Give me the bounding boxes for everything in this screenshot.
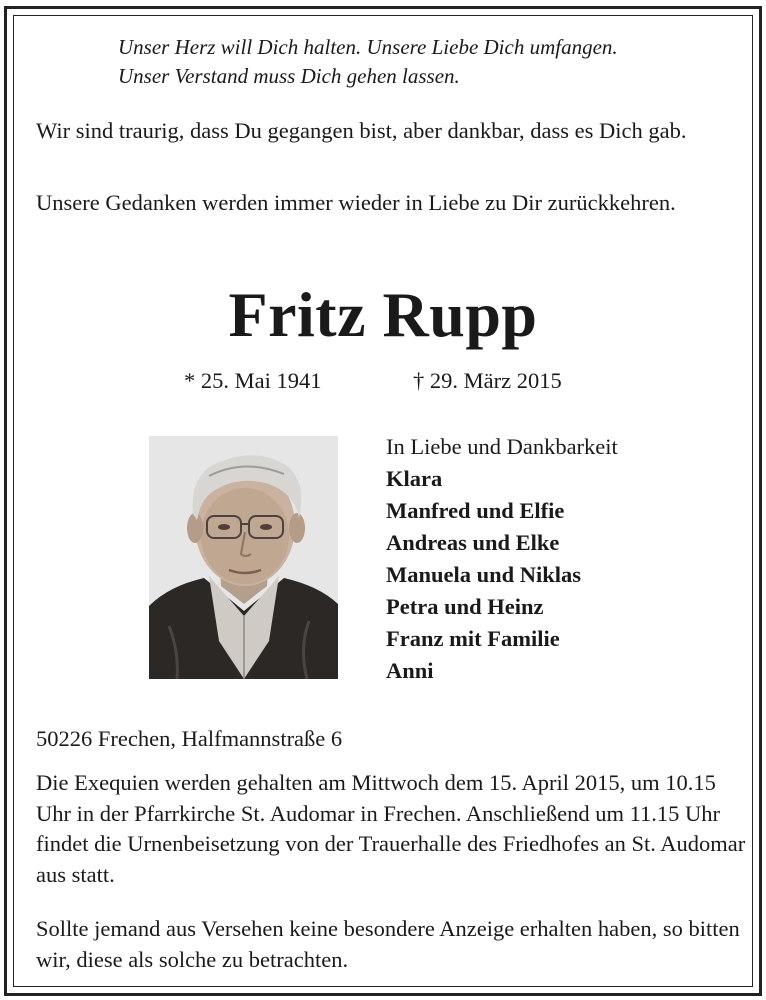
mourners-intro: In Liebe und Dankbarkeit <box>386 434 618 459</box>
mourner-name: Franz mit Familie <box>386 626 560 651</box>
mourner-name: Manuela und Niklas <box>386 562 582 587</box>
family-address: 50226 Frechen, Halfmannstraße 6 <box>36 726 343 751</box>
closing-paragraph: Sollte jemand aus Versehen keine besondere Anzeige erhalten haben, so bitten wir, diese als solche zu betrachten. <box>36 916 740 972</box>
mourner-name: Manfred und Elfie <box>386 498 565 523</box>
birth-date: * 25. Mai 1941 <box>184 368 322 393</box>
intro-paragraph-2: Unsere Gedanken werden immer wieder in Liebe zu Dir zurückkehren. <box>36 190 676 215</box>
mourners-list <box>386 431 618 687</box>
portrait-illustration <box>149 436 338 679</box>
death-date: † 29. März 2015 <box>413 368 562 393</box>
motto-line-2: Unser Verstand muss Dich gehen lassen. <box>118 64 460 88</box>
mourner-name: Klara <box>386 466 443 491</box>
mourner-name: Petra und Heinz <box>386 594 544 619</box>
intro-paragraph-1: Wir sind traurig, dass Du gegangen bist, aber dankbar, dass es Dich gab. <box>36 118 687 143</box>
mourner-name: Anni <box>386 658 434 683</box>
service-paragraph: Die Exequien werden gehalten am Mittwoch dem 15. April 2015, um 10.15 Uhr in der Pfarrkirche St. Audomar in Frechen. Anschließend um 11.15 Uhr findet die Urnenbeisetzung von der Trauerhalle des Friedhofes an St. Audomar aus statt. <box>36 770 746 887</box>
deceased-name: Fritz Rupp <box>228 279 538 350</box>
motto <box>118 33 618 91</box>
portrait-photo <box>149 436 338 679</box>
mourner-name: Andreas und Elke <box>386 530 560 555</box>
motto-line-1: Unser Herz will Dich halten. Unsere Liebe Dich umfangen. <box>118 35 618 59</box>
